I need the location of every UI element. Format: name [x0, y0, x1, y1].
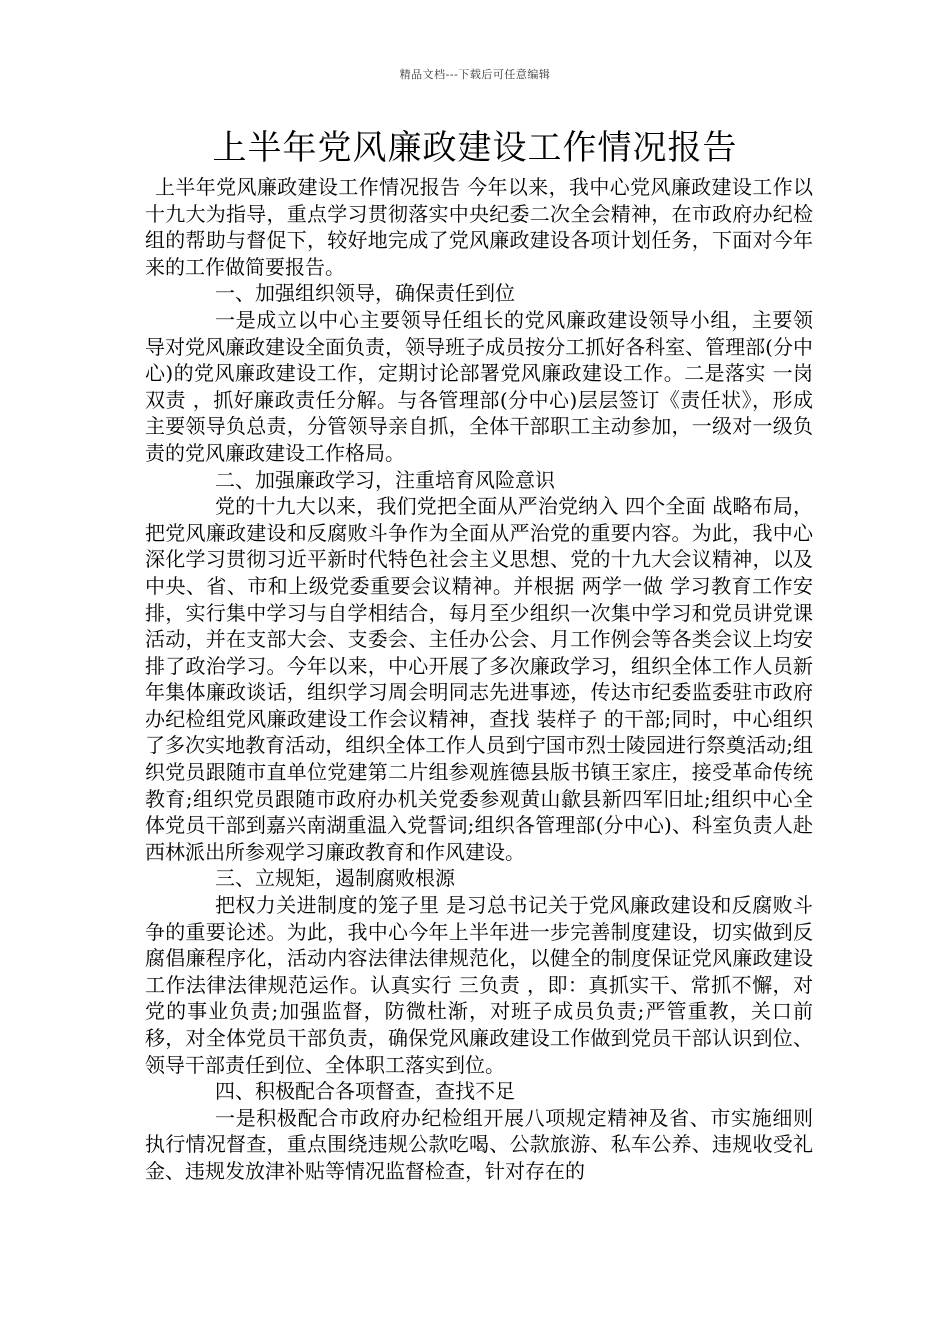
header-note: 精品文档---下载后可任意编辑: [399, 68, 551, 81]
body-paragraph: 党的十九大以来，我们党把全面从严治党纳入 四个全面 战略布局，把党风廉政建设和反腐败斗争作为全面从严治党的重要内容。为此，我中心深化学习贯彻习近平新时代特色社会主义思想、党的十九大会议精神，以及中央、省、市和上级党委重要会议精神。并根据 两学一做 学习教育工作安排，实行集中学习与自学相结合，每月至少组织一次集中学习和党员讲党课活动，并在支部大会、支委会、主任办公会、月工作例会等各类会议上均安排了政治学习。今年以来，中心开展了多次廉政学习，组织全体工作人员新年集体廉政谈话，组织学习周会明同志先进事迹，传达市纪委监委驻市政府办纪检组党风廉政建设工作会议精神，查找 装样子 的干部;同时，中心组织了多次实地教育活动，组织全体工作人员到宁国市烈士陵园进行祭奠活动;组织党员跟随市直单位党建第二片组参观旌德县版书镇王家庄，接受革命传统教育;组织党员跟随市政府办机关党委参观黄山歙县新四军旧址;组织中心全体党员干部到嘉兴南湖重温入党誓词;组织各管理部(分中心)、科室负责人赴西林派出所参观学习廉政教育和作风建设。: [145, 494, 813, 864]
body-paragraph: 一是积极配合市政府办纪检组开展八项规定精神及省、市实施细则执行情况督查，重点围绕违规公款吃喝、公款旅游、私车公养、违规收受礼金、违规发放津补贴等情况监督检查，针对存在的: [145, 1105, 813, 1183]
body-paragraph: 一是成立以中心主要领导任组长的党风廉政建设领导小组，主要领导对党风廉政建设全面负责，领导班子成员按分工抓好各科室、管理部(分中心)的党风廉政建设工作，定期讨论部署党风廉政建设工作。二是落实 一岗双责 ，抓好廉政责任分解。与各管理部(分中心)层层签订《责任状》，形成主要领导负总责，分管领导亲自抓，全体干部职工主动参加，一级对一级负责的党风廉政建设工作格局。: [145, 307, 813, 465]
body-paragraph: 把权力关进制度的笼子里 是习总书记关于党风廉政建设和反腐败斗争的重要论述。为此，我中心今年上半年进一步完善制度建设，切实做到反腐倡廉程序化，活动内容法律法律规范化，以健全的制度保证党风廉政建设工作法律法律规范运作。认真实行 三负责 ，即：真抓实干、常抓不懈，对党的事业负责;加强监督，防微杜渐，对班子成员负责;严管重教，关口前移，对全体党员干部负责，确保党风廉政建设工作做到党员干部认识到位、领导干部责任到位、全体职工落实到位。: [145, 893, 813, 1077]
section-heading: 三、立规矩，遏制腐败根源: [215, 866, 455, 891]
document-title: 上半年党风廉政建设工作情况报告: [212, 128, 738, 168]
lead-paragraph: 上半年党风廉政建设工作情况报告 今年以来，我中心党风廉政建设工作以十九大为指导，重点学习贯彻落实中央纪委二次全会精神，在市政府办纪检组的帮助与督促下，较好地完成了党风廉政建设各项计划任务，下面对今年来的工作做简要报告。: [145, 175, 813, 279]
section-heading: 四、积极配合各项督查，查找不足: [215, 1079, 515, 1104]
section-heading: 一、加强组织领导，确保责任到位: [215, 281, 515, 306]
document-body: [145, 174, 813, 1185]
section-heading: 二、加强廉政学习，注重培育风险意识: [215, 467, 555, 492]
